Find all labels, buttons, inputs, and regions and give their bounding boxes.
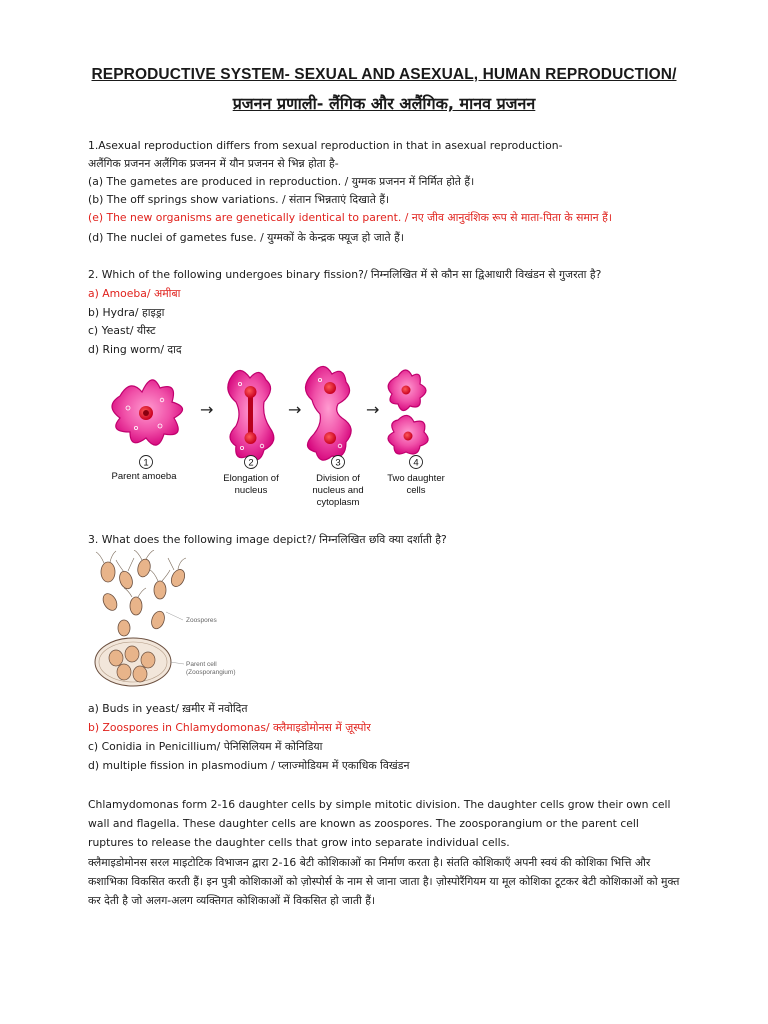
svg-text:1: 1 [143, 457, 149, 469]
label-zoosporangium: (Zoosporangium) [186, 669, 236, 676]
caption-division-1: Division of [316, 473, 360, 484]
q1-option-c-answer: (e) The new organisms are genetically identical to parent. / नए जीव आनुवंशिक रूप से माता-पिता के समान हैं। [88, 211, 612, 224]
q1-option-a: (a) The gametes are produced in reproduction. / युग्मक प्रजनन में निर्मित होते हैं। [88, 175, 475, 188]
daughter-amoeba-cells [388, 370, 428, 454]
elongating-amoeba-cell [228, 370, 274, 459]
svg-text:2: 2 [248, 457, 254, 469]
chlamydomonas-zoospores-figure [88, 550, 288, 695]
svg-text:3: 3 [335, 457, 341, 469]
page-title-hindi: प्रजनन प्रणाली- लैंगिक और अलैंगिक, मानव प्रजनन [232, 94, 536, 113]
q1-question: 1.Asexual reproduction differs from sexual reproduction in that in asexual reproduction- [88, 139, 563, 152]
q3-option-d: d) multiple fission in plasmodium / प्लाज्मोडियम में एकाधिक विखंडन [88, 759, 410, 772]
arrow-2: → [288, 400, 302, 419]
q1-option-b: (b) The off springs show variations. / संतान भिन्नताएं दिखाते हैं। [88, 193, 390, 206]
caption-division-3: cytoplasm [316, 497, 360, 508]
q2-option-a-answer: a) Amoeba/ अमीबा [88, 287, 181, 300]
dividing-amoeba-cell [305, 366, 351, 460]
step-number-3 [332, 456, 345, 469]
caption-division-2: nucleus and [312, 485, 364, 496]
q3-option-c: c) Conidia in Penicillium/ पेनिसिलियम में कोनिडिया [88, 740, 323, 753]
label-parent-cell: Parent cell [186, 661, 217, 668]
caption-daughter-2: cells [406, 485, 426, 496]
caption-elongation-1: Elongation of [223, 473, 279, 484]
q2-option-b: b) Hydra/ हाइड्रा [88, 306, 165, 319]
q1-option-d: (d) The nuclei of gametes fuse. / युग्मकों के केन्द्रक फ्यूज हो जाते हैं। [88, 231, 404, 244]
q3-question: 3. What does the following image depict?/ निम्नलिखित छवि क्या दर्शाती है? [88, 533, 447, 546]
step-number-1 [140, 456, 153, 469]
q3-option-b-answer: b) Zoospores in Chlamydomonas/ क्लैमाइडोमोनस में ज़ूस्पोर [88, 721, 371, 734]
step-number-2 [245, 456, 258, 469]
caption-parent-amoeba: Parent amoeba [111, 471, 177, 482]
caption-daughter-1: Two daughter [387, 473, 445, 484]
arrow-1: → [200, 400, 214, 419]
q2-option-d: d) Ring worm/ दाद [88, 343, 182, 356]
label-zoospores: Zoospores [186, 617, 217, 624]
parent-amoeba-cell [112, 380, 183, 445]
arrow-3: → [366, 400, 380, 419]
caption-elongation-2: nucleus [234, 485, 268, 496]
q2-question: 2. Which of the following undergoes binary fission?/ निम्नलिखित में से कौन सा द्विआधारी विखंडन से गुजरता है? [88, 268, 602, 281]
parent-cell-zoosporangium [95, 638, 171, 686]
step-number-4 [410, 456, 423, 469]
q2-option-c: c) Yeast/ यीस्ट [88, 324, 156, 337]
explanation-english: Chlamydomonas form 2-16 daughter cells by simple mitotic division. The daughter cells grow their own cell wall and flagella. These daughter cells are known as zoospores. The zoosporangium or the parent cell ruptures to release the daughter cells that grow into separate individual cells. [88, 798, 671, 849]
amoeba-binary-fission-figure [100, 358, 460, 518]
zoospore-cells [100, 558, 187, 636]
page-title: REPRODUCTIVE SYSTEM- SEXUAL AND ASEXUAL, HUMAN REPRODUCTION/ [91, 66, 677, 83]
explanation-hindi: क्लैमाइडोमोनस सरल माइटोटिक विभाजन द्वारा 2-16 बेटी कोशिकाओं का निर्माण करता है। संतति कोशिकाएँ अपनी स्वयं की कोशिका भित्ति और कशाभिका विकसित करती हैं। इन पुत्री कोशिकाओं को ज़ोस्पोर्स के नाम से जाना जाता है। ज़ोस्पोरैंगियम या मूल कोशिका टूटकर बेटी कोशिकाओं को मुक्त कर देती है जो अलग-अलग व्यक्तिगत कोशिकाओं में विकसित हो जाती हैं। [88, 856, 680, 907]
svg-text:4: 4 [413, 457, 419, 469]
q3-option-a: a) Buds in yeast/ ख़मीर में नवोदित [88, 702, 248, 715]
q1-question-hindi: अलैंगिक प्रजनन अलैंगिक प्रजनन में यौन प्रजनन से भिन्न होता है- [88, 157, 339, 170]
